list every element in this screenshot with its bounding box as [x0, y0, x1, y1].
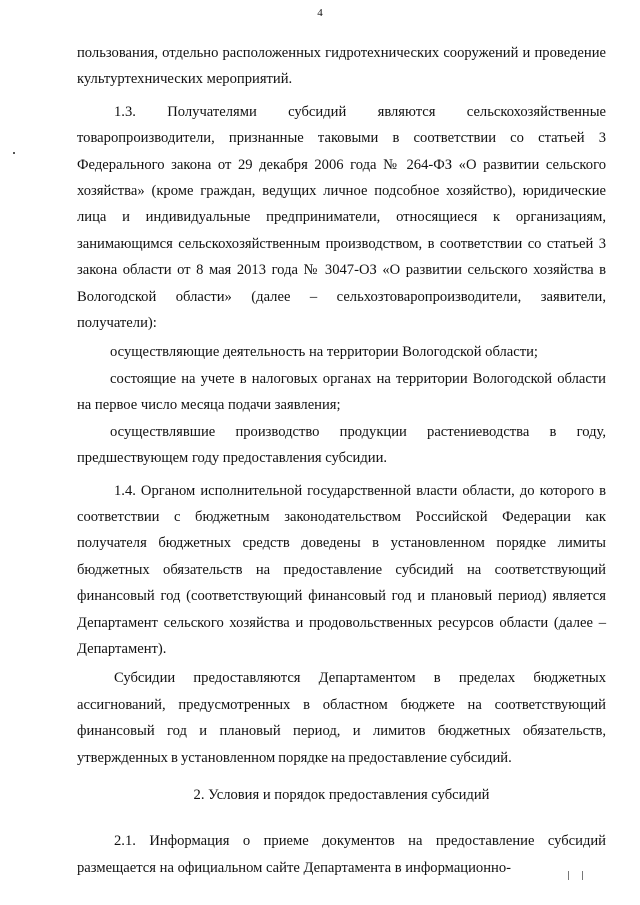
scan-mark — [13, 152, 15, 154]
recipient-criterion-territory: осуществляющие деятельность на территории Вологодской области; — [110, 344, 538, 361]
section-2-heading: 2. Условия и порядок предоставления субсидий — [193, 786, 490, 803]
page-number: 4 — [317, 7, 323, 19]
scan-mark — [568, 871, 569, 880]
paragraph-subsidies: Субсидии предоставляются Департаментом в пределах бюджетных ассигнований, предусмотренных в областном бюджете на соответствующий финансовый год и плановый период, и лимитов бюджетных обязательств, утвержденных в установленном порядке на предоставление субсидий. — [77, 670, 606, 766]
recipient-criterion-tax-registration: состоящие на учете в налоговых органах на территории Вологодской области на первое число месяца подачи заявления; — [77, 370, 606, 414]
paragraph-continuation: пользования, отдельно расположенных гидротехнических сооружений и проведение культуртехнических мероприятий. — [77, 45, 606, 88]
paragraph-1-3: 1.3. Получателями субсидий являются сельскохозяйственные товаропроизводители, признанные таковыми в соответствии со статьей 3 Федерального закона от 29 декабря 2006 года № 264-ФЗ «О развитии сельского хозяйства» (кроме граждан, ведущих личное подсобное хозяйство), юридические лица и индивидуальные предприниматели, относящиеся к организациям, занимающимся сельскохозяйственным производством, в соответствии со статьей 3 закона области от 8 мая 2013 года № 3047-ОЗ «О развитии сельского хозяйства в Вологодской области» (далее – сельхозтоваропроизводители, заявители, получатели): — [77, 103, 606, 332]
document-body — [77, 40, 606, 881]
scan-mark — [582, 871, 583, 880]
paragraph-1-4: 1.4. Органом исполнительной государственной власти области, до которого в соответствии с бюджетным законодательством Российской Федерации как получателя бюджетных средств доведены в установленном порядке лимиты бюджетных обязательств на предоставление субсидий на соответствующий финансовый год (соответствующий финансовый год и плановый период) является Департамент сельского хозяйства и продовольственных ресурсов области (далее – Департамент). — [77, 482, 606, 657]
paragraph-2-1: 2.1. Информация о приеме документов на предоставление субсидий размещается на официальном сайте Департамента в информационно- — [77, 833, 606, 876]
recipient-criterion-crop-production: осуществлявшие производство продукции растениеводства в году, предшествующем году предоставления субсидии. — [77, 423, 606, 467]
